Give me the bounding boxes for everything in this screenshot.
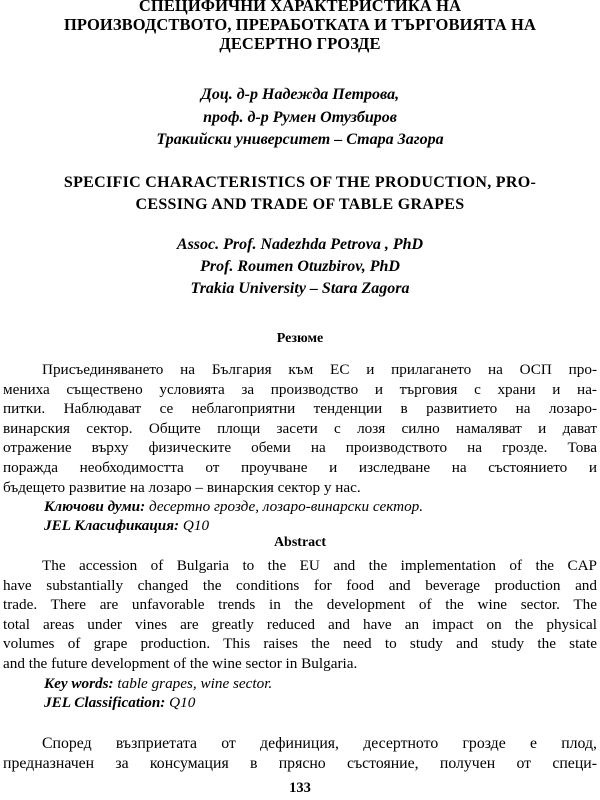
resume-line: отражение върху физическите обеми на производството на грозде. Това [3,439,597,457]
author-bg-line: Тракийски университет – Стара Загора [156,131,444,148]
resume-line: поражда необходимостта от проучване и изследване на състоянието и [3,458,597,476]
keywords-bg-label: Ключови думи: [44,498,146,515]
title-bg-line: ДЕСЕРТНО ГРОЗДЕ [219,34,381,53]
page-number: 133 [289,780,311,796]
title-english [0,172,600,216]
author-en-line: Assoc. Prof. Nadezhda Petrova , PhD [176,236,424,253]
keywords-en-text: table grapes, wine sector. [113,675,273,692]
jel-bg-value: Q10 [179,517,210,534]
resume-line: мениха съществено условията за производство и търговия с храни и на- [3,380,597,398]
abstract-line: The accession of Bulgaria to the EU and the implementation of the CAP [42,557,597,574]
abstract-paragraph [3,556,597,674]
abstract-line: trade. There are unfavorable trends in the development of the wine sector. The [3,596,597,614]
abstract-line: total areas under vines are greatly reduced and have an impact on the physical [3,615,597,633]
author-bg-line: проф. д-р Румен Отузбиров [203,108,397,126]
title-en-line: CESSING AND TRADE OF TABLE GRAPES [135,196,465,213]
title-en-line: SPECIFIC CHARACTERISTICS OF THE PRODUCTION, PRO- [63,174,537,191]
keywords-english [0,674,600,694]
body-paragraph [3,734,597,774]
body-line: предназначен за консумация в прясно състояние, получен от специ- [3,755,597,772]
authors-english [0,234,600,300]
jel-bulgarian [0,516,600,536]
title-bg-line: СПЕЦИФИЧНИ ХАРАКТЕРИСТИКА НА [138,0,462,15]
author-bg-line: Доц. д-р Надежда Петрова, [200,86,400,103]
abstract-heading: Abstract [273,535,327,550]
title-bulgarian [0,0,600,53]
body-line: Според възприетата от дефиниция, десертното грозде е плод, [42,735,597,752]
jel-bg-label: JEL Класификация: [44,517,180,534]
resume-line: Присъединяването на България към ЕС и прилагането на ОСП про- [42,361,597,378]
title-bg-line: ПРОИЗВОДСТВОТО, ПРЕРАБОТКАТА И ТЪРГОВИЯТА НА [63,15,536,34]
authors-bulgarian [0,84,600,152]
author-en-line: Prof. Roumen Otuzbirov, PhD [200,258,400,275]
abstract-line: volumes of grape production. This raises the need to study and study the state [3,635,597,653]
keywords-bulgarian [0,497,600,517]
keywords-en-label: Key words: [44,675,114,692]
resume-line: винарския сектор. Общите площи засети с лозя силно намаляват и дават [3,419,597,437]
author-en-line: Trakia University – Stara Zagora [190,280,410,297]
keywords-bg-text: десертно грозде, лозаро-винарски сектор. [145,498,424,515]
resume-line: бъдещето развитие на лозаро – винарския сектор у нас. [3,478,361,496]
abstract-line: have substantially changed the conditions for food and beverage production and [3,576,597,594]
jel-en-label: JEL Classification: [44,694,166,711]
resume-paragraph [3,360,597,497]
jel-english [0,693,600,713]
abstract-line: and the future development of the wine sector in Bulgaria. [3,654,358,672]
jel-en-value: Q10 [165,694,196,711]
resume-heading: Резюме [276,331,324,346]
resume-line: питки. Наблюдават се неблагоприятни тенденции в развитието на лозаро- [3,400,597,418]
